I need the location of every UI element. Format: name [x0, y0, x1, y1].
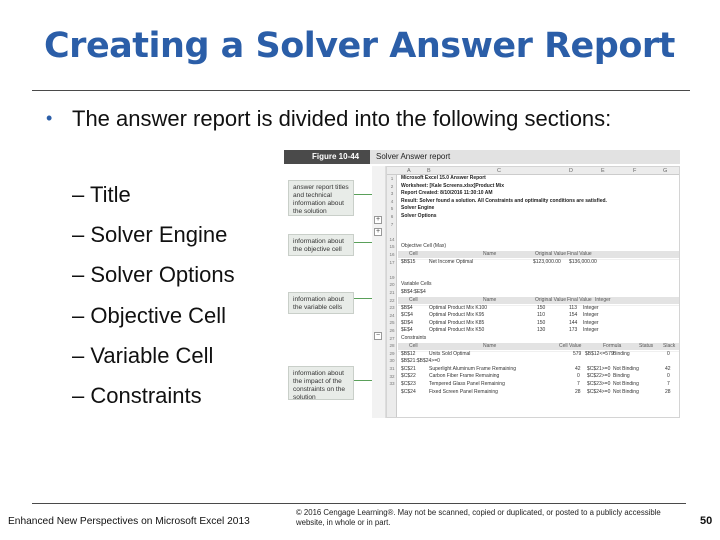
var-name: Optimal Product Mix K95 [429, 312, 485, 319]
report-solver-options: Solver Options [401, 213, 437, 219]
var-cell: $B$4 [401, 304, 413, 311]
column-header-b: B [427, 168, 431, 174]
con-value: 579 [573, 350, 582, 357]
con-header-cell: Cell [409, 343, 418, 349]
slide-title: Creating a Solver Answer Report [44, 26, 675, 66]
row-number: 2 [390, 183, 394, 189]
column-header-e: E [601, 168, 605, 174]
bullet-dot-icon: • [46, 108, 53, 128]
row-number: 3 [390, 191, 394, 197]
var-name: Optimal Product Mix K50 [429, 327, 485, 334]
var-original: 150 [537, 304, 546, 311]
obj-header-final: Final Value [567, 251, 592, 257]
row-number: 32 [389, 373, 395, 379]
report-title: Microsoft Excel 15.0 Answer Report [401, 175, 486, 181]
sub-bullet-solver-engine: – Solver Engine [72, 222, 228, 248]
callout-constraints: information about the impact of the constraints on the solution [288, 366, 354, 400]
con-cell: $C$21 [401, 365, 416, 372]
title-divider [32, 90, 690, 91]
var-header-original: Original Value [535, 297, 567, 303]
con-cell: $C$24 [401, 388, 416, 395]
con-status: Not Binding [613, 365, 639, 372]
row-number: 30 [389, 358, 395, 364]
con-slack: 42 [665, 365, 671, 372]
con-cell: $C$23 [401, 381, 416, 387]
footer-copyright: © 2016 Cengage Learning®. May not be scanned, copied or duplicated, or posted to a publicly accessible website, in whole or in part. [296, 508, 661, 527]
expand-plus-icon[interactable]: + [375, 228, 381, 235]
sub-bullet-constraints: – Constraints [72, 383, 202, 409]
con-formula: $B$12<=579 [585, 350, 614, 357]
report-result: Result: Solver found a solution. All Constraints and optimality conditions are satisfied. [401, 197, 607, 204]
con-name: Tempered Glass Panel Remaining [429, 381, 505, 387]
objective-label: Objective Cell (Max) [401, 243, 447, 250]
column-header-c: C [497, 168, 501, 174]
sub-bullet-list [72, 175, 235, 416]
sub-bullet-title: – Title [72, 182, 131, 207]
report-worksheet: Worksheet: [Kale Screens.xlsx]Product Mix [401, 182, 504, 189]
row-number-column [387, 175, 397, 418]
row-number: 24 [389, 312, 395, 318]
con-header-status: Status [639, 343, 654, 349]
footer-divider [32, 503, 686, 504]
callout-objective: information about the objective cell [288, 234, 354, 256]
con-status: Binding [613, 373, 630, 380]
con-formula: $C$22>=0 [587, 373, 611, 380]
var-integer: Integer [583, 319, 599, 326]
row-number: 7 [390, 221, 394, 227]
main-bullet [48, 104, 628, 133]
obj-original: $123,000.00 [533, 258, 561, 265]
var-final: 154 [569, 312, 578, 319]
var-name: Optimal Product Mix K100 [429, 304, 488, 311]
var-header-final: Final Value [567, 297, 592, 303]
con-value: 28 [575, 388, 581, 395]
row-number: 25 [389, 320, 395, 326]
row-number: 17 [389, 259, 395, 265]
con-slack: 7 [667, 381, 670, 387]
var-header-integer: Integer [595, 297, 611, 303]
obj-header-name: Name [483, 251, 497, 257]
var-integer: Integer [583, 304, 599, 311]
var-cell: $C$4 [401, 312, 413, 319]
row-number: 21 [389, 290, 395, 295]
main-bullet-text: The answer report is divided into the following sections: [72, 106, 612, 131]
row-number: 5 [390, 206, 394, 212]
var-final: 144 [569, 319, 578, 326]
con-status: Not Binding [613, 388, 639, 395]
var-original: 150 [537, 319, 546, 326]
figure-number: Figure 10-44 [284, 150, 370, 164]
con-value: 0 [577, 373, 580, 380]
var-name: Optimal Product Mix K85 [429, 319, 485, 326]
con-cell: $B$12 [401, 350, 416, 357]
con-formula: $C$24>=0 [587, 388, 611, 395]
con-formula: $C$23>=0 [587, 381, 611, 387]
spreadsheet-area [386, 166, 680, 418]
sub-bullet-solver-options: – Solver Options [72, 262, 235, 288]
report-created: Report Created: 8/10/2016 11:30:10 AM [401, 190, 493, 197]
con-value: 7 [577, 381, 580, 387]
con-status: Not Binding [613, 381, 639, 387]
column-header-d: D [569, 168, 573, 174]
column-header-a: A [407, 168, 411, 174]
row-number: 29 [389, 350, 395, 356]
row-number: 26 [389, 328, 395, 333]
row-number: 23 [389, 305, 395, 311]
footer-book-title: Enhanced New Perspectives on Microsoft Excel 2013 [8, 516, 250, 527]
sub-bullet-variable-cell: – Variable Cell [72, 342, 214, 368]
con-header-name: Name [483, 343, 497, 349]
row-number: 31 [389, 366, 395, 371]
row-number: 14 [389, 236, 395, 242]
constraint-header-band [398, 343, 680, 350]
report-solver-engine: Solver Engine [401, 205, 435, 212]
variable-label: Variable Cells [401, 281, 432, 287]
column-header-row [387, 167, 680, 175]
var-integer: Integer [583, 327, 599, 334]
row-number: 19 [389, 274, 395, 280]
row-number: 22 [389, 297, 395, 303]
collapse-minus-icon[interactable]: − [375, 332, 381, 339]
obj-cell: $B$15 [401, 258, 416, 265]
con-range: $B$21:$B$24>=0 [401, 358, 440, 365]
var-cell: $E$4 [401, 327, 413, 334]
obj-header-original: Original Value [535, 251, 567, 257]
con-slack: 0 [667, 373, 670, 380]
con-status: Binding [613, 350, 630, 357]
row-number: 4 [390, 198, 394, 204]
row-number: 33 [389, 381, 395, 387]
var-cell: $D$4 [401, 319, 413, 326]
con-header-formula: Formula [603, 343, 622, 349]
row-number: 6 [390, 214, 394, 219]
var-header-cell: Cell [409, 297, 418, 303]
solver-answer-report-figure [284, 150, 680, 418]
outline-bar [372, 166, 386, 418]
expand-plus-icon[interactable]: + [375, 216, 381, 223]
page-number: 50 [700, 515, 713, 527]
obj-name: Net Income Optimal [429, 258, 474, 265]
con-name: Units Sold Optimal [429, 350, 471, 357]
row-number: 15 [389, 244, 395, 250]
row-number: 16 [389, 252, 395, 257]
row-number: 27 [389, 335, 395, 341]
callout-variables: information about the variable cells [288, 292, 354, 314]
con-slack: 28 [665, 388, 671, 395]
row-number: 1 [390, 176, 394, 181]
con-header-cellvalue: Cell Value [559, 343, 582, 349]
var-final: 113 [569, 304, 577, 311]
column-header-f: F [633, 168, 637, 174]
row-number: 28 [389, 343, 395, 349]
figure-caption: Solver Answer report [376, 152, 451, 161]
var-integer: Integer [583, 312, 599, 319]
var-range: $B$4:$E$4 [401, 288, 426, 295]
callout-titles: answer report titles and technical information about the solution [288, 180, 354, 216]
con-cell: $C$22 [401, 373, 416, 380]
con-name: Fixed Screen Panel Remaining [429, 388, 498, 395]
sub-bullet-objective-cell: – Objective Cell [72, 302, 227, 328]
row-number: 20 [389, 282, 395, 288]
var-original: 130 [537, 327, 546, 334]
constraints-label: Constraints [401, 334, 427, 341]
con-name: Carbon Fiber Frame Remaining [429, 373, 500, 380]
column-header-g: G [663, 168, 668, 174]
con-name: Superlight Aluminum Frame Remaining [429, 365, 516, 372]
con-formula: $C$21>=0 [587, 365, 611, 372]
var-original: 110 [537, 312, 545, 319]
obj-final: $136,000.00 [569, 258, 597, 265]
obj-header-cell: Cell [409, 251, 418, 257]
con-slack: 0 [667, 350, 670, 357]
var-header-name: Name [483, 297, 497, 303]
con-header-slack: Slack [663, 343, 676, 349]
var-final: 173 [569, 327, 578, 334]
con-value: 42 [575, 365, 581, 372]
